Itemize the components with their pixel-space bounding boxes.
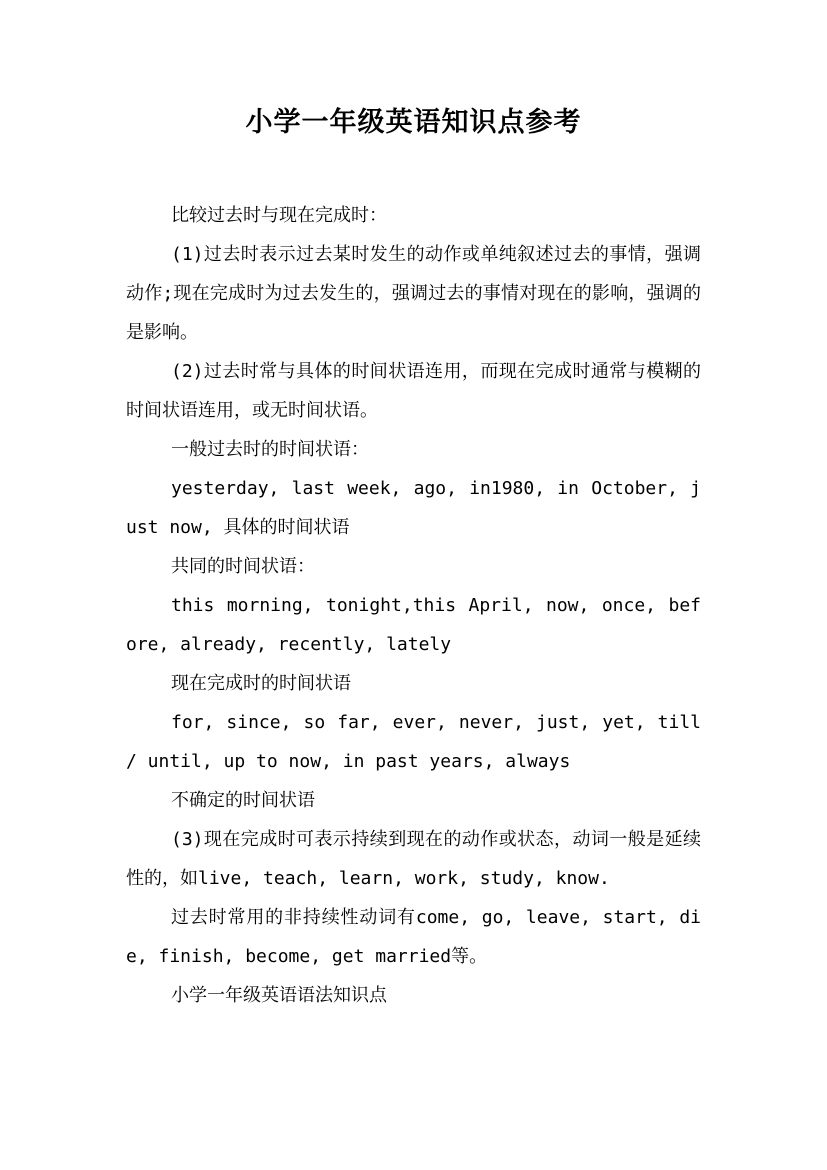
paragraph-past-adverbials-heading: 一般过去时的时间状语： — [171, 439, 369, 460]
paragraph-uncertain-adverbials: 不确定的时间状语 — [171, 790, 315, 811]
paragraph-past-adverbials: yesterday, last week, ago, in1980, in October, just now, 具体的时间状语 — [126, 478, 701, 538]
document-title: 小学一年级英语知识点参考 — [245, 107, 582, 138]
paragraph-section-heading: 小学一年级英语语法知识点 — [171, 985, 387, 1006]
paragraph-point-3: (3)现在完成时可表示持续到现在的动作或状态，动词一般是延续性的，如live, teach, learn, work, study, know. — [126, 829, 701, 889]
paragraph-non-continuous-verbs: 过去时常用的非持续性动词有come, go, leave, start, die, finish, become, get married等。 — [126, 907, 701, 967]
paragraph-perfect-adverbials-heading: 现在完成时的时间状语 — [171, 673, 351, 694]
paragraph-common-adverbials-heading: 共同的时间状语： — [171, 556, 315, 577]
paragraph-point-1: (1)过去时表示过去某时发生的动作或单纯叙述过去的事情，强调动作;现在完成时为过去发生的，强调过去的事情对现在的影响，强调的是影响。 — [126, 244, 701, 343]
paragraph-perfect-adverbials: for, since, so far, ever, never, just, yet, till / until, up to now, in past years, always — [126, 712, 701, 772]
paragraph-intro: 比较过去时与现在完成时： — [171, 205, 387, 226]
document-body — [126, 196, 701, 1015]
paragraph-point-2: (2)过去时常与具体的时间状语连用，而现在完成时通常与模糊的时间状语连用，或无时间状语。 — [126, 361, 701, 421]
paragraph-common-adverbials: this morning, tonight,this April, now, once, before, already, recently, lately — [126, 595, 701, 655]
